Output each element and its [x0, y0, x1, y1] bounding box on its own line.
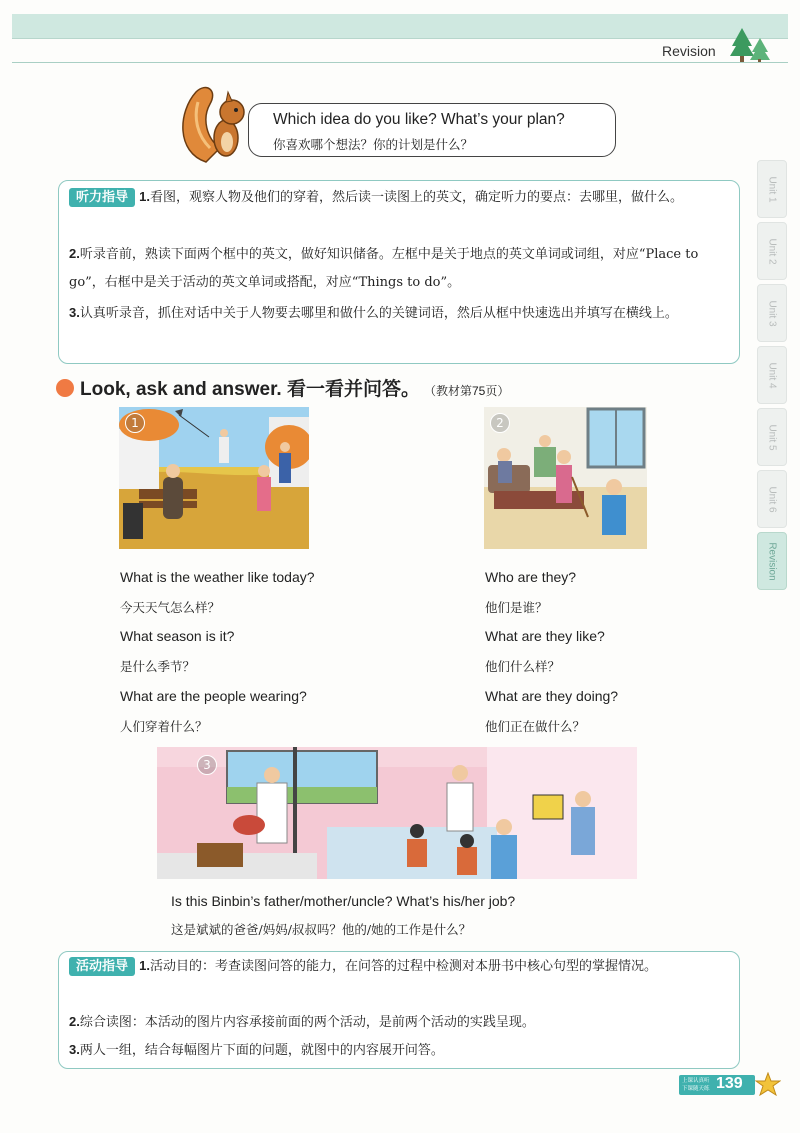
- listening-guide-item-3: 认真听录音，抓住对话中关于人物要去哪里和做什么的关键词语，然后从框中快速选出并填写在横线上。: [79, 306, 678, 321]
- page-number: 139: [716, 1075, 743, 1092]
- tab-unit-5[interactable]: Unit 5: [757, 408, 787, 466]
- page-number-badge: 上课认真听 下课随天练 139: [679, 1075, 755, 1095]
- activity-guide-box: 活动指导 1.活动目的：考查读图问答的能力，在问答的过程中检测对本册书中核心句型的掌握情况。 2.综合读图：本活动的图片内容承接前面的两个活动，是前两个活动的实践呈现。 3.两人一组，结合每幅图片下面的问题，就图中的内容展开问答。: [58, 951, 740, 1069]
- question-who-en: Who are they?: [485, 569, 577, 585]
- picture-2-home: [484, 407, 647, 549]
- question-weather-en: What is the weather like today?: [120, 569, 315, 585]
- listening-guide-box: 听力指导 1.看图，观察人物及他们的穿着，然后读一读图上的英文，确定听力的要点：去哪里，做什么。 2.听录音前，熟读下面两个框中的英文，做好知识储备。左框中是关于地点的英文单词或词组，对应“Place to go”，右框中是关于活动的英文单词或搭配，对应“Things to do”。 3.认真听录音，抓住对话中关于人物要去哪里和做什么的关键词语，然后从框中快速选出并填写在横线上。: [58, 180, 740, 364]
- section-title: Revision: [662, 43, 716, 59]
- question-weather-cn: 今天天气怎么样？: [120, 600, 221, 615]
- star-icon: [755, 1072, 781, 1096]
- listening-guide-item-2: 听录音前，熟读下面两个框中的英文，做好知识储备。左框中是关于地点的英文单词或词组，对应“Place to go”，右框中是关于活动的英文单词或搭配，对应“Things to do”。: [69, 247, 699, 290]
- question-season-en: What season is it?: [120, 628, 235, 644]
- activity-title: Look, ask and answer. 看一看并问答。 （教材第75页）: [80, 379, 510, 400]
- tab-revision[interactable]: Revision: [757, 532, 787, 590]
- question-like-en: What are they like?: [485, 628, 605, 644]
- question-wearing-en: What are the people wearing?: [120, 688, 307, 704]
- speech-bubble: [248, 103, 616, 157]
- tab-unit-2[interactable]: Unit 2: [757, 222, 787, 280]
- tab-unit-6[interactable]: Unit 6: [757, 470, 787, 528]
- activity-guide-item-3: 两人一组，结合每幅图片下面的问题，就图中的内容展开问答。: [79, 1043, 444, 1058]
- tab-unit-3[interactable]: Unit 3: [757, 284, 787, 342]
- listening-guide-label: 听力指导: [69, 188, 135, 207]
- picture-number-1: 1: [125, 413, 145, 433]
- question-job-cn: 这是斌斌的爸爸/妈妈/叔叔吗？他的/她的工作是什么？: [171, 922, 472, 937]
- tree-icon: [728, 24, 772, 64]
- tab-unit-1[interactable]: Unit 1: [757, 160, 787, 218]
- header-band: [12, 14, 788, 39]
- question-job-en: Is this Binbin’s father/mother/uncle? What’s his/her job?: [171, 893, 516, 909]
- bullet-dot: [56, 379, 74, 397]
- squirrel-illustration: [176, 82, 250, 168]
- header-rule: [12, 62, 788, 63]
- unit-tabs: [757, 160, 787, 594]
- question-season-cn: 是什么季节？: [120, 659, 196, 674]
- activity-guide-label: 活动指导: [69, 957, 135, 976]
- question-wearing-cn: 人们穿着什么？: [120, 719, 208, 734]
- listening-guide-item-1: 看图，观察人物及他们的穿着，然后读一读图上的英文，确定听力的要点：去哪里，做什么。: [150, 190, 684, 205]
- question-who-cn: 他们是谁？: [485, 600, 548, 615]
- question-doing-cn: 他们正在做什么？: [485, 719, 586, 734]
- picture-number-3: 3: [197, 755, 217, 775]
- picture-3-jobs: [157, 747, 637, 879]
- prompt-chinese: 你喜欢哪个想法？你的计划是什么？: [273, 137, 474, 152]
- tab-unit-4[interactable]: Unit 4: [757, 346, 787, 404]
- page-reference: （教材第75页）: [429, 384, 510, 398]
- picture-1-park: [119, 407, 309, 549]
- question-doing-en: What are they doing?: [485, 688, 619, 704]
- activity-guide-item-2: 综合读图：本活动的图片内容承接前面的两个活动，是前两个活动的实践呈现。: [79, 1015, 535, 1030]
- picture-number-2: 2: [490, 413, 510, 433]
- prompt-english: Which idea do you like? What’s your plan?: [273, 111, 565, 128]
- question-like-cn: 他们什么样？: [485, 659, 561, 674]
- activity-guide-item-1: 活动目的：考查读图问答的能力，在问答的过程中检测对本册书中核心句型的掌握情况。: [150, 959, 658, 974]
